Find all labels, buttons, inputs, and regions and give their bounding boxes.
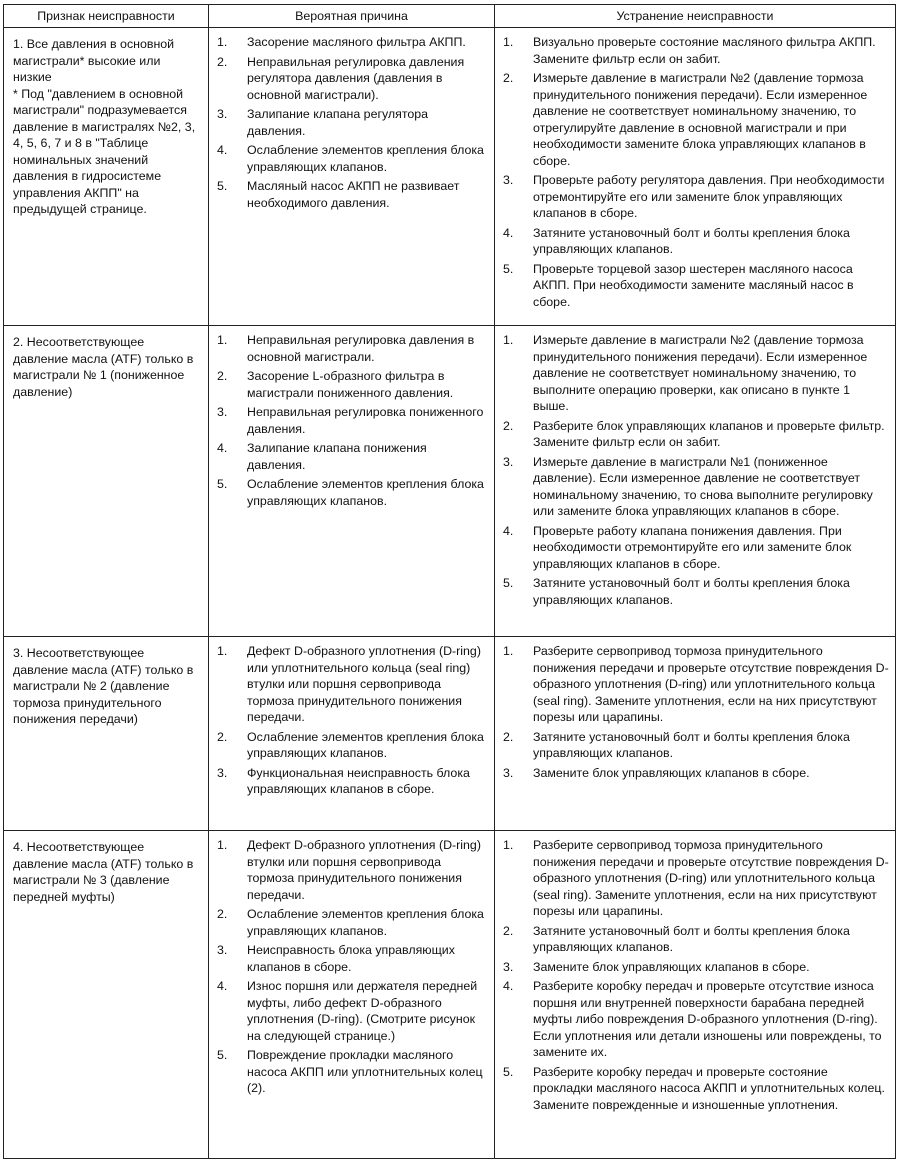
- cause-item: 5. Масляный насос АКПП не развивает необходимого давления.: [217, 179, 460, 210]
- cause-item: 4. Ослабление элементов крепления блока управляющих клапанов.: [217, 143, 484, 174]
- cause-item: 4. Износ поршня или держателя передней муфты, либо дефект D-образного уплотнения (D-ring). (Смотрите рисунок на следующей странице.): [217, 979, 478, 1043]
- cause-item: 2. Засорение L-образного фильтра в магистрали пониженного давления.: [217, 369, 454, 400]
- symptom-cell: [4, 326, 209, 637]
- remedy-item: 5. Затяните установочный болт и болты крепления блока управляющих клапанов.: [503, 576, 850, 607]
- symptom-text: 1. Все давления в основной магистрали* высокие или низкие: [13, 37, 175, 84]
- remedy-list: [495, 831, 895, 1113]
- remedy-cell: [495, 326, 896, 637]
- remedy-cell: [495, 831, 896, 1159]
- remedy-cell: [495, 637, 896, 831]
- remedy-item: 2. Разберите блок управляющих клапанов и проверьте фильтр. Замените фильтр если он забит.: [503, 418, 885, 449]
- remedy-list: [495, 637, 895, 781]
- remedy-item: 4. Проверьте работу клапана понижения давления. При необходимости отремонтируйте его или замените блок управляющих клапанов в сборе.: [503, 523, 852, 571]
- remedy-item: 1. Измерьте давление в магистрали №2 (давление тормоза принудительного понижения передачи). Если измеренное давление не соответствует номинальному значению, то выполните операцию проверки, как описано в пункте 1 выше.: [503, 333, 868, 413]
- header-cause: Вероятная причина: [209, 5, 495, 28]
- remedy-item: 1. Визуально проверьте состояние масляного фильтра АКПП. Замените фильтр если он забит.: [503, 35, 876, 66]
- symptom-note: * Под "давлением в основной магистрали" подразумевается давление в магистралях №2, 3, 4, 5, 6, 7 и 8 в "Таблице номинальных значений давления в гидросистеме управления АКПП" на предыдущей странице.: [13, 86, 196, 216]
- cause-item: 5. Ослабление элементов крепления блока управляющих клапанов.: [217, 477, 484, 508]
- cause-cell: [209, 637, 495, 831]
- cause-item: 2. Ослабление элементов крепления блока управляющих клапанов.: [217, 729, 484, 760]
- cause-cell: [209, 831, 495, 1159]
- header-remedy: Устранение неисправности: [495, 5, 896, 28]
- remedy-item: 2. Затяните установочный болт и болты крепления блока управляющих клапанов.: [503, 729, 850, 760]
- remedy-list: [495, 326, 895, 608]
- cause-item: 3. Неисправность блока управляющих клапанов в сборе.: [217, 943, 455, 974]
- cause-list: [209, 28, 494, 211]
- cause-list: [209, 637, 494, 798]
- remedy-list: [495, 28, 895, 310]
- remedy-item: 1. Разберите сервопривод тормоза принудительного понижения передачи и проверьте отсутствие повреждения D-образного уплотнения (D-ring) или уплотнительного кольца (seal ring). Замените уплотнения, если на них присутствуют порезы или царапины.: [503, 838, 889, 918]
- cause-item: 5. Повреждение прокладки масляного насоса АКПП или уплотнительных колец (2).: [217, 1048, 483, 1095]
- cause-list: [209, 831, 494, 1097]
- remedy-item: 3. Измерьте давление в магистрали №1 (пониженное давление). Если измеренное давление не соответствует номинальному значению, то снова выполните регулировку или замените блока управляющих клапанов в сборе.: [503, 454, 873, 518]
- cause-cell: [209, 28, 495, 326]
- remedy-item: 1. Разберите сервопривод тормоза принудительного понижения передачи и проверьте отсутствие повреждения D-образного уплотнения (D-ring) или уплотнительного кольца (seal ring). Замените уплотнения, если на них присутствуют порезы или царапины.: [503, 644, 889, 724]
- remedy-item: 4. Разберите коробку передач и проверьте отсутствие износа поршня или внутренней поверхности барабана передней муфты либо повреждения D-образного уплотнения (D-ring). Если уплотнения или детали изношены или повреждены, то замените их.: [503, 979, 882, 1059]
- cause-item: 4. Залипание клапана понижения давления.: [217, 441, 427, 472]
- cause-item: 3. Функциональная неисправность блока управляющих клапанов в сборе.: [217, 765, 470, 796]
- symptom-text: 3. Несоответствующее давление масла (ATF) только в магистрали № 2 (давление тормоза принудительного понижения передачи): [13, 646, 194, 726]
- remedy-item: 3. Проверьте работу регулятора давления. При необходимости отремонтируйте его или замените блок управляющих клапанов в сборе.: [503, 173, 885, 220]
- remedy-item: 3. Замените блок управляющих клапанов в сборе.: [503, 765, 810, 780]
- cause-cell: [209, 326, 495, 637]
- cause-item: 2. Ослабление элементов крепления блока управляющих клапанов.: [217, 907, 484, 938]
- remedy-item: 2. Измерьте давление в магистрали №2 (давление тормоза принудительного понижения передачи). Если измеренное давление не соответствует номинальному значению, то отрегулируйте давление в основной магистрали и при необходимости замените блока управляющих клапанов в сборе.: [503, 71, 868, 168]
- symptom-cell: [4, 637, 209, 831]
- remedy-cell: [495, 28, 896, 326]
- cause-list: [209, 326, 494, 509]
- table-row: [4, 831, 896, 1159]
- cause-item: 1. Засорение масляного фильтра АКПП.: [217, 35, 466, 49]
- cause-item: 2. Неправильная регулировка давления регулятора давления (давления в основной магистрали).: [217, 54, 465, 102]
- remedy-item: 4. Затяните установочный болт и болты крепления блока управляющих клапанов.: [503, 225, 850, 256]
- cause-item: 3. Залипание клапана регулятора давления.: [217, 107, 429, 138]
- symptom-text: 4. Несоответствующее давление масла (ATF) только в магистрали № 3 (давление передней муфты): [13, 840, 194, 904]
- cause-item: 3. Неправильная регулировка пониженного давления.: [217, 405, 484, 436]
- remedy-item: 3. Замените блок управляющих клапанов в сборе.: [503, 959, 810, 974]
- cause-item: 1. Дефект D-образного уплотнения (D-ring) или уплотнительного кольца (seal ring) втулки или поршня сервопривода тормоза принудительного понижения передачи.: [217, 644, 481, 724]
- table-header-row: [4, 5, 896, 28]
- remedy-item: 5. Разберите коробку передач и проверьте состояние прокладки масляного насоса АКПП и уплотнительных колец. Замените поврежденные и изношенные уплотнения.: [503, 1064, 885, 1112]
- symptom-text: 2. Несоответствующее давление масла (ATF) только в магистрали № 1 (пониженное давление): [13, 335, 194, 399]
- symptom-cell: [4, 831, 209, 1159]
- symptom-cell: [4, 28, 209, 326]
- cause-item: 1. Дефект D-образного уплотнения (D-ring) втулки или поршня сервопривода тормоза принудительного понижения передачи.: [217, 838, 481, 902]
- table-row: [4, 637, 896, 831]
- header-symptom: Признак неисправности: [4, 5, 209, 28]
- table-row: [4, 28, 896, 326]
- troubleshooting-table: [3, 4, 896, 1159]
- remedy-item: 2. Затяните установочный болт и болты крепления блока управляющих клапанов.: [503, 923, 850, 954]
- table-row: [4, 326, 896, 637]
- remedy-item: 5. Проверьте торцевой зазор шестерен масляного насоса АКПП. При необходимости замените масляный насос в сборе.: [503, 261, 854, 309]
- cause-item: 1. Неправильная регулировка давления в основной магистрали.: [217, 333, 475, 364]
